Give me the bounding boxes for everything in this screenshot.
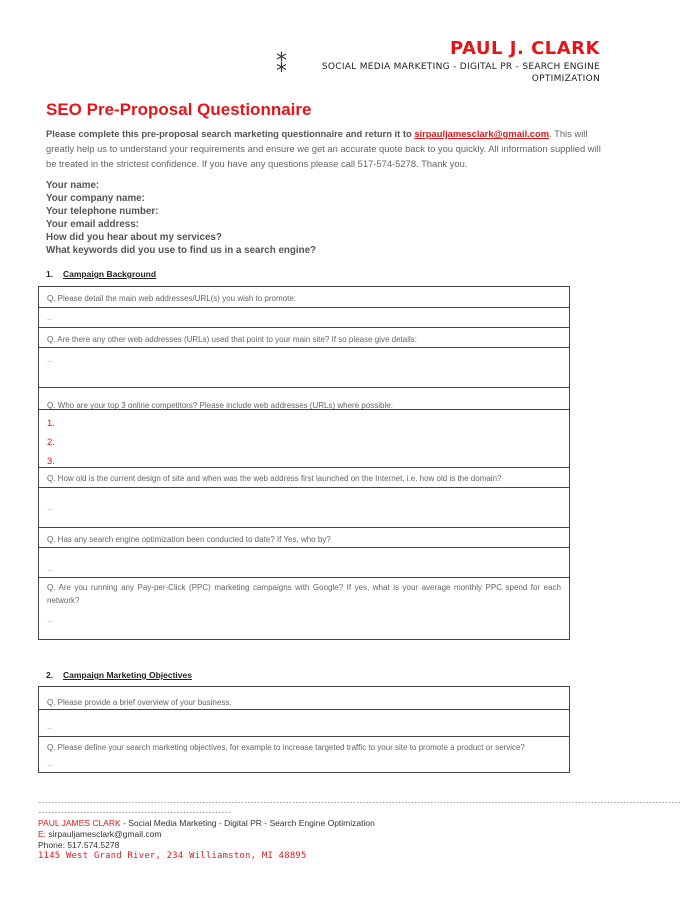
section2-table — [38, 686, 570, 773]
q-main-urls — [39, 287, 569, 307]
footer-phone: Phone: 517.574.5278 — [38, 840, 120, 850]
competitor-2: 2. — [47, 437, 55, 448]
answer-placeholder: .. — [47, 759, 52, 768]
a-site-age[interactable] — [39, 487, 569, 528]
q-ppc — [39, 577, 569, 610]
question-text: Q. Please provide a brief overview of your business. — [47, 698, 232, 707]
q-business-overview — [39, 687, 569, 709]
a-ppc[interactable] — [39, 609, 569, 640]
q-seo-history — [39, 527, 569, 548]
a-marketing-objectives[interactable] — [39, 754, 569, 773]
footer-tagline: - Social Media Marketing - Digital PR - Search Engine Optimization — [120, 818, 375, 828]
field-company: Your company name: — [46, 193, 145, 204]
field-keywords: What keywords did you use to find us in a search engine? — [46, 245, 317, 256]
section1-table — [38, 286, 570, 640]
field-telephone: Your telephone number: — [46, 206, 159, 217]
a-other-urls[interactable] — [39, 347, 569, 388]
question-text: Q. Are you running any Pay-per-Click (PPC) marketing campaigns with Google? If yes, what is your average monthly PPC spend for each network? — [47, 583, 561, 605]
a-seo-history[interactable] — [39, 547, 569, 578]
header-subtitle: SOCIAL MEDIA MARKETING - DIGITAL PR - SEARCH ENGINE OPTIMIZATION — [321, 62, 600, 84]
footer-line-2 — [38, 829, 375, 840]
answer-placeholder: .. — [47, 355, 52, 364]
q-marketing-objectives — [39, 736, 569, 755]
footer-address: 1145 West Grand River, 234 Williamston, MI 48895 — [38, 851, 307, 861]
footer-email[interactable]: sirpauljamesclark@gmail.com — [46, 829, 162, 839]
field-email: Your email address: — [46, 219, 139, 230]
intro-lead: Please complete this pre-proposal search marketing questionnaire and return it to — [46, 128, 415, 139]
field-referral: How did you hear about my services? — [46, 232, 222, 243]
header-name: PAUL J. CLARK — [450, 38, 600, 59]
intro-paragraph — [46, 126, 604, 171]
footer — [38, 818, 375, 862]
q-other-urls — [39, 327, 569, 348]
answer-placeholder: .. — [47, 722, 52, 731]
question-text: Q. Who are your top 3 online competitors? Please include web addresses (URLs) where possible: — [47, 401, 393, 410]
answer-placeholder: .. — [47, 313, 52, 322]
section1-label: Campaign Background — [63, 269, 157, 279]
section1-number: 1. — [46, 269, 54, 279]
page-title: SEO Pre-Proposal Questionnaire — [46, 100, 312, 119]
footer-divider-2: ------------------------------------------------------------ — [38, 809, 231, 816]
question-text: Q. Please define your search marketing objectives, for example to increase targeted traffic to your site to promote a product or service? — [47, 743, 525, 752]
q-site-age — [39, 467, 569, 488]
intro-rest: . This will greatly help us to understand your requirements and ensure we get an accurate quote back to you quickly. All information supplied will be treated in the strictest confidence. If you have any questions please call 517-574-5278. Thank you. — [46, 128, 601, 169]
footer-line-1 — [38, 818, 375, 829]
a-business-overview[interactable] — [39, 709, 569, 737]
section1-heading — [46, 269, 156, 279]
answer-placeholder: .. — [47, 615, 52, 624]
q-competitors — [39, 387, 569, 410]
question-text: Q. Are there any other web addresses (URLs) used that point to your main site? If so please give details: — [47, 335, 417, 344]
question-text: Q. How old is the current design of site and when was the web address first launched on the Internet, i.e. how old is the domain? — [47, 474, 502, 483]
footer-divider: -------------------------------------------------------------------------------------------------------------------------------------------------------------------------------------------------------- — [38, 799, 680, 806]
section2-label: Campaign Marketing Objectives — [63, 670, 192, 680]
contact-fields — [46, 179, 316, 257]
competitor-1: 1. — [47, 418, 55, 429]
field-name: Your name: — [46, 180, 100, 191]
email-link[interactable]: sirpauljamesclark@gmail.com — [414, 128, 550, 139]
answer-placeholder: .. — [47, 564, 52, 573]
footer-name: PAUL JAMES CLARK — [38, 818, 121, 828]
competitor-3: 3. — [47, 456, 55, 467]
question-text: Q. Please detail the main web addresses/URL(s) you wish to promote: — [47, 294, 297, 303]
footer-email-label: E: — [38, 829, 47, 839]
asterisk-icon: ⁑ — [276, 52, 287, 77]
section2-number: 2. — [46, 670, 54, 680]
a-main-urls[interactable] — [39, 307, 569, 328]
a-competitors[interactable] — [39, 409, 569, 468]
section2-heading — [46, 670, 192, 680]
question-text: Q. Has any search engine optimization been conducted to date? If Yes, who by? — [47, 535, 331, 544]
answer-placeholder: .. — [47, 503, 52, 512]
